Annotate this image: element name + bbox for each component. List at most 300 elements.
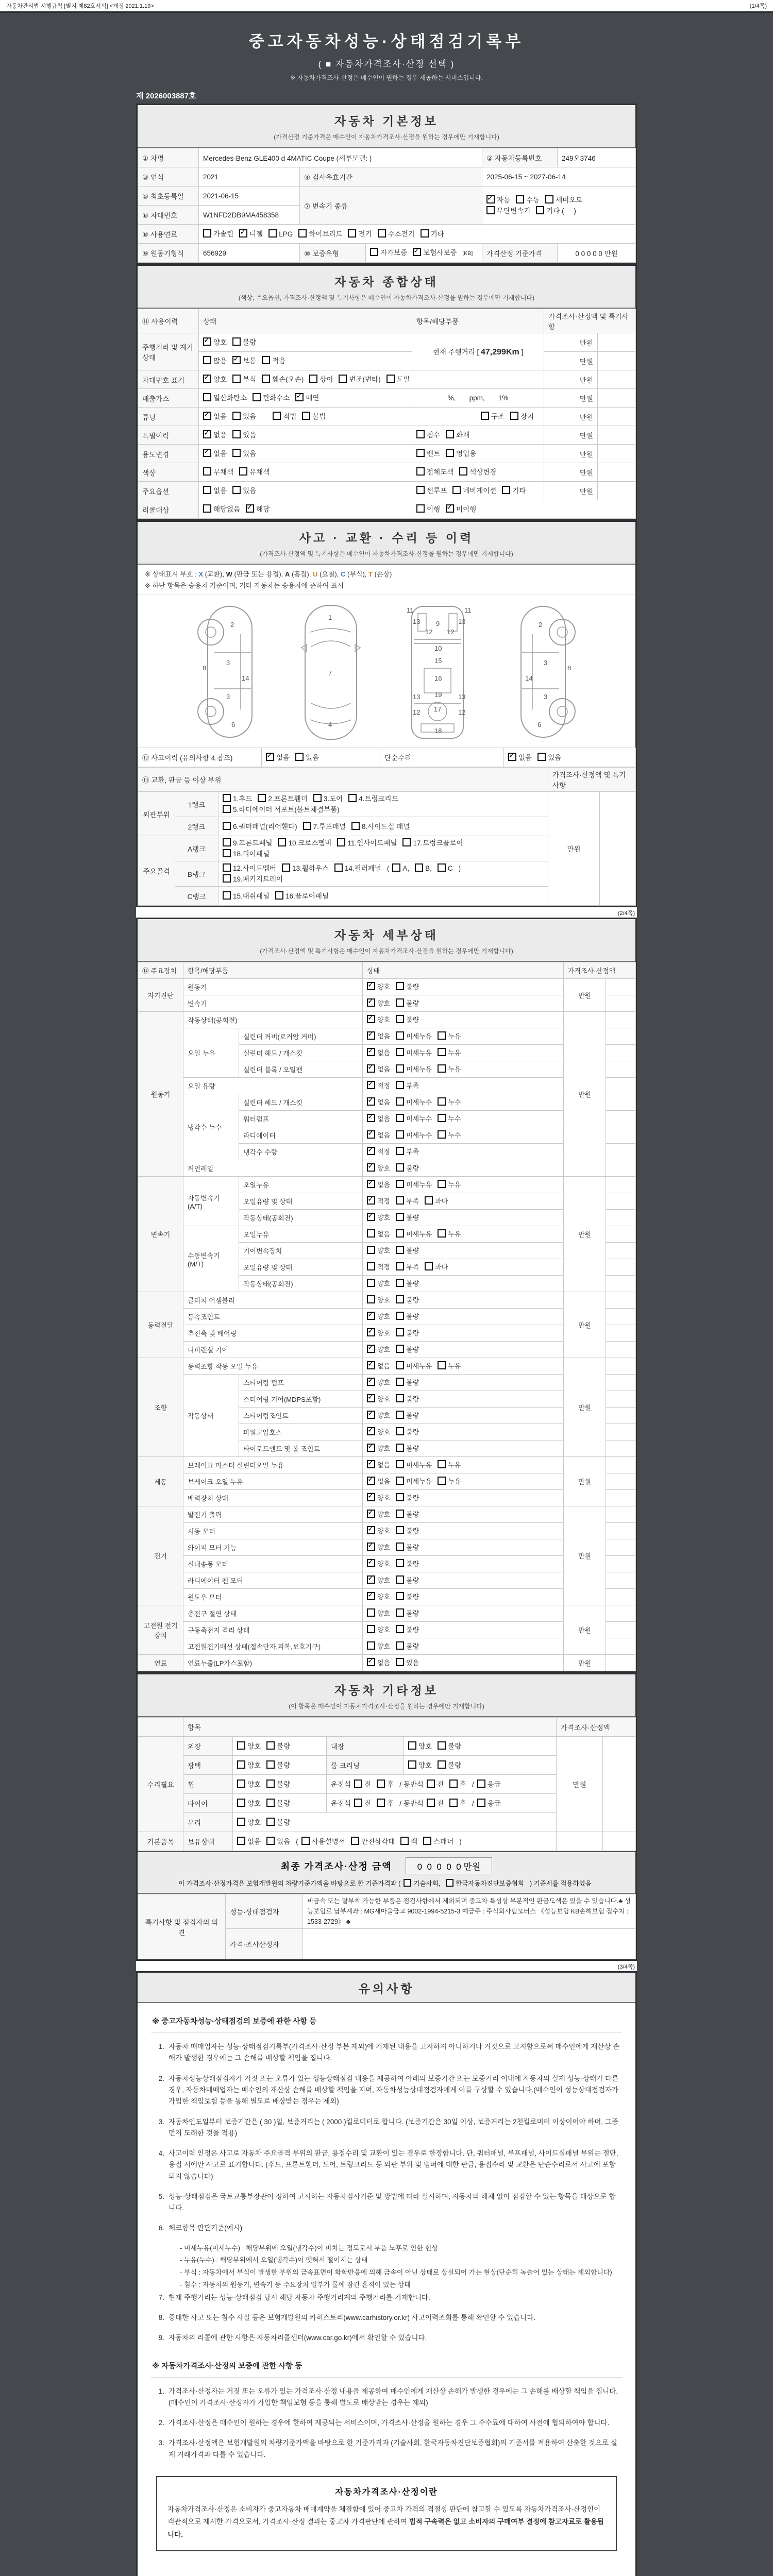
checkbox[interactable] [266, 1799, 275, 1807]
checkbox[interactable] [232, 430, 241, 438]
checkbox[interactable] [408, 1741, 416, 1750]
checkbox-item [237, 1760, 261, 1771]
checkbox[interactable] [396, 1493, 404, 1501]
checkbox-label: 양호 [377, 1164, 391, 1173]
checkbox-item [396, 1295, 419, 1306]
checkbox[interactable] [545, 195, 553, 204]
checkbox[interactable] [232, 356, 241, 364]
checkbox[interactable] [510, 412, 518, 420]
checkbox[interactable] [203, 430, 211, 438]
checkbox-cell [363, 1243, 564, 1259]
checkbox-label: 없음 [213, 450, 227, 457]
checkbox[interactable] [237, 1799, 245, 1807]
table-row [138, 1078, 636, 1094]
checkbox[interactable] [367, 1378, 375, 1386]
checkbox[interactable] [425, 1262, 433, 1270]
table-cell: 만원 [544, 426, 598, 445]
table-cell: 항목 [183, 1718, 557, 1737]
checkbox[interactable] [427, 1799, 435, 1807]
checkbox-cell [233, 1775, 327, 1794]
checkbox[interactable] [396, 1444, 404, 1452]
checkbox[interactable] [203, 412, 211, 420]
checkbox[interactable] [203, 337, 211, 346]
checkbox-item [396, 1328, 419, 1338]
table-cell: 파워고압호스 [239, 1424, 363, 1440]
checkbox[interactable] [367, 1031, 375, 1040]
checkbox[interactable] [396, 1345, 404, 1353]
checkbox[interactable] [396, 998, 404, 1007]
checkbox-label: 양호 [377, 1296, 391, 1304]
checkbox[interactable] [367, 1097, 375, 1106]
checkbox[interactable] [367, 1196, 375, 1205]
checkbox[interactable] [438, 1180, 446, 1188]
checkbox-cell [363, 1375, 564, 1391]
accident-title: 사고 · 교환 · 수리 등 이력 [299, 531, 474, 545]
checkbox[interactable] [438, 1229, 446, 1238]
checkbox[interactable] [367, 982, 375, 990]
checkbox[interactable] [378, 229, 386, 238]
checkbox[interactable] [396, 1427, 404, 1435]
checkbox[interactable] [400, 1837, 409, 1845]
checkbox[interactable] [396, 1130, 404, 1139]
table-cell [598, 333, 636, 352]
checkbox[interactable] [408, 1760, 416, 1769]
checkbox[interactable] [425, 1196, 433, 1205]
checkbox[interactable] [367, 1229, 375, 1238]
checkbox[interactable] [396, 1064, 404, 1073]
checkbox-cell [199, 370, 544, 389]
checkbox[interactable] [421, 229, 429, 238]
checkbox[interactable] [396, 1196, 404, 1205]
checkbox[interactable] [203, 486, 211, 494]
checkbox[interactable] [459, 467, 467, 476]
checkbox[interactable] [416, 504, 425, 513]
checkbox[interactable] [396, 1543, 404, 1551]
checkbox[interactable] [313, 794, 322, 802]
checkbox[interactable] [367, 1262, 375, 1270]
checkbox[interactable] [396, 1081, 404, 1089]
table-cell [606, 1012, 636, 1028]
checkbox-label: 18.리어패널 [233, 850, 270, 858]
checkbox[interactable] [367, 1312, 375, 1320]
table-row [138, 1342, 636, 1358]
checkbox-cell [219, 817, 548, 836]
checkbox[interactable] [536, 206, 544, 214]
checkbox[interactable] [302, 412, 310, 420]
checkbox[interactable] [367, 1460, 375, 1468]
checkbox[interactable] [275, 891, 283, 900]
checkbox[interactable] [449, 1780, 458, 1788]
price-definition-title: 자동차가격조사·산정이란 [335, 2487, 438, 2497]
checkbox[interactable] [396, 1608, 404, 1617]
checkbox[interactable] [404, 1879, 411, 1887]
checkbox[interactable] [537, 753, 546, 761]
checkbox-item [396, 1163, 419, 1174]
table-row [138, 1226, 636, 1243]
notices-header [138, 1973, 635, 2003]
inline-text: ) [458, 865, 461, 873]
checkbox[interactable] [309, 375, 317, 383]
checkbox[interactable] [438, 1130, 446, 1139]
table-row [138, 244, 636, 263]
checkbox[interactable] [223, 822, 231, 830]
checkbox[interactable] [446, 1879, 453, 1887]
checkbox[interactable] [367, 1625, 375, 1633]
checkbox[interactable] [396, 1559, 404, 1567]
checkbox[interactable] [367, 1575, 375, 1584]
checkbox[interactable] [232, 375, 241, 383]
checkbox[interactable] [203, 393, 211, 401]
checkbox[interactable] [396, 1625, 404, 1633]
checkbox[interactable] [396, 1229, 404, 1238]
checkbox[interactable] [367, 1477, 375, 1485]
checkbox-item [302, 411, 326, 422]
checkbox[interactable] [477, 1780, 485, 1788]
checkbox[interactable] [396, 1312, 404, 1320]
checkbox[interactable] [367, 1543, 375, 1551]
checkbox[interactable] [367, 1295, 375, 1303]
checkbox[interactable] [203, 504, 211, 513]
checkbox[interactable] [438, 1460, 446, 1468]
checkbox[interactable] [239, 467, 247, 476]
checkbox-line [367, 1526, 559, 1536]
table-cell [606, 1177, 636, 1193]
checkbox[interactable] [367, 998, 375, 1007]
checkbox[interactable] [295, 393, 304, 401]
checkbox[interactable] [223, 891, 231, 900]
checkbox[interactable] [203, 375, 211, 383]
checkbox-line [486, 195, 631, 206]
checkbox[interactable] [392, 863, 400, 872]
checkbox[interactable] [438, 1760, 446, 1769]
checkbox-line [203, 430, 408, 440]
checkbox[interactable] [367, 1526, 375, 1534]
checkbox[interactable] [481, 412, 489, 420]
checkbox[interactable] [351, 822, 360, 830]
checkbox[interactable] [367, 1246, 375, 1254]
checkbox-item [301, 1836, 345, 1847]
checkbox-label: 불량 [277, 1780, 291, 1788]
checkbox[interactable] [377, 1799, 385, 1807]
table-cell: 와이퍼 모터 기능 [183, 1539, 363, 1556]
checkbox[interactable] [339, 375, 347, 383]
checkbox[interactable] [396, 1015, 404, 1023]
checkbox[interactable] [367, 1147, 375, 1155]
checkbox[interactable] [396, 1147, 404, 1155]
checkbox[interactable] [396, 1262, 404, 1270]
checkbox-item [396, 1591, 419, 1602]
checkbox[interactable] [367, 1427, 375, 1435]
checkbox[interactable] [438, 1741, 446, 1750]
notice-item [151, 2292, 622, 2303]
checkbox[interactable] [396, 1031, 404, 1040]
other-info-table-mount [138, 1717, 635, 1851]
checkbox[interactable] [273, 412, 281, 420]
checkbox[interactable] [223, 794, 231, 802]
checkbox[interactable] [367, 1493, 375, 1501]
checkbox-line [237, 1779, 322, 1790]
checkbox[interactable] [438, 863, 446, 872]
checkbox[interactable] [367, 1608, 375, 1617]
checkbox[interactable] [266, 753, 274, 761]
table-cell: 현재 주행거리 [ 47,299Km ] [412, 333, 544, 370]
page-marker-2: (2/4쪽) [136, 907, 637, 918]
table-cell [606, 1342, 636, 1358]
checkbox[interactable] [508, 753, 516, 761]
checkbox-label: 없음 [213, 487, 227, 495]
checkbox-item [415, 863, 432, 874]
checkbox[interactable] [396, 1526, 404, 1534]
checkbox-item [367, 1624, 390, 1635]
checkbox[interactable] [367, 1081, 375, 1089]
checkbox[interactable] [486, 206, 495, 214]
checkbox[interactable] [367, 1213, 375, 1221]
checkbox[interactable] [367, 1444, 375, 1452]
accident-history-row-mount [138, 748, 635, 767]
document-title: 중고자동차성능·상태점검기록부 [248, 32, 525, 50]
checkbox-label: 있음 [277, 1837, 291, 1845]
checkbox[interactable] [396, 1246, 404, 1254]
checkbox[interactable] [396, 1114, 404, 1122]
checkbox[interactable] [446, 449, 454, 457]
checkbox[interactable] [367, 1180, 375, 1188]
checkbox-item [203, 337, 227, 348]
table-row [138, 408, 636, 426]
checkbox[interactable] [262, 356, 270, 364]
checkbox-label: 없음 [377, 1478, 391, 1486]
table-cell: ⑨ 원동기형식 [138, 244, 199, 263]
checkbox-item [367, 1526, 390, 1536]
checkbox[interactable] [502, 486, 510, 494]
checkbox-label: 있음 [243, 450, 257, 457]
checkbox[interactable] [334, 863, 343, 872]
checkbox[interactable] [282, 863, 290, 872]
checkbox[interactable] [367, 1361, 375, 1369]
checkbox[interactable] [203, 229, 211, 238]
checkbox-item [396, 1047, 432, 1058]
checkbox[interactable] [367, 1130, 375, 1139]
checkbox-label: 불량 [406, 1511, 419, 1519]
checkbox[interactable] [402, 838, 411, 846]
checkbox[interactable] [203, 449, 211, 457]
checkbox[interactable] [367, 1163, 375, 1172]
checkbox[interactable] [367, 1394, 375, 1402]
notice-item-number: 4. [158, 2149, 164, 2158]
checkbox[interactable] [396, 1328, 404, 1336]
checkbox[interactable] [396, 1097, 404, 1106]
checkbox[interactable] [449, 1799, 458, 1807]
checkbox[interactable] [396, 982, 404, 990]
checkbox[interactable] [223, 849, 231, 857]
checkbox-label: 적정 [377, 1148, 391, 1156]
checkbox-cell [412, 408, 544, 426]
checkbox[interactable] [266, 1741, 275, 1750]
checkbox[interactable] [396, 1361, 404, 1369]
checkbox[interactable] [223, 838, 231, 846]
checkbox-label: 불량 [406, 1016, 419, 1024]
checkbox[interactable] [266, 1818, 275, 1826]
checkbox[interactable] [232, 449, 241, 457]
checkbox-item [223, 793, 252, 804]
checkbox-label: 양호 [377, 1544, 391, 1552]
checkbox[interactable] [237, 1837, 245, 1845]
table-cell [606, 1243, 636, 1259]
checkbox[interactable] [396, 1411, 404, 1419]
checkbox[interactable] [367, 1559, 375, 1567]
checkbox-item [396, 1014, 419, 1025]
panel-basic-info [136, 104, 637, 264]
table-row [138, 389, 636, 408]
checkbox-item [449, 1798, 466, 1809]
checkbox[interactable] [367, 1064, 375, 1073]
checkbox[interactable] [367, 1592, 375, 1600]
checkbox[interactable] [427, 1780, 435, 1788]
checkbox[interactable] [396, 1460, 404, 1468]
table-cell: 2021 [199, 167, 300, 187]
checkbox[interactable] [351, 1837, 359, 1845]
checkbox[interactable] [438, 1048, 446, 1056]
notice-item-text: 가격조사·산정자는 거짓 또는 오류가 있는 가격조사·산정 내용을 제공하여 매수인에게 재산상 손해가 발생한 경우에는 그 손해를 배상할 책임을 집니다. (매수인이 가격조사·산정자가 가입한 책임보험 등을 통해 별도로 배상받는 경우는 제외) [169, 2387, 618, 2406]
checkbox[interactable] [415, 863, 423, 872]
checkbox[interactable] [237, 1818, 245, 1826]
checkbox[interactable] [367, 1411, 375, 1419]
table-cell [606, 1408, 636, 1424]
checkbox[interactable] [416, 430, 425, 438]
checkbox-label: 잭 [411, 1837, 418, 1845]
checkbox[interactable] [367, 1015, 375, 1023]
checkbox[interactable] [438, 1031, 446, 1040]
checkbox-cell [219, 887, 548, 906]
checkbox[interactable] [367, 1048, 375, 1056]
checkbox[interactable] [446, 430, 454, 438]
checkbox-cell [363, 1028, 564, 1045]
checkbox[interactable] [253, 393, 261, 401]
checkbox[interactable] [416, 449, 425, 457]
table-cell: 만원 [564, 1506, 606, 1605]
checkbox[interactable] [396, 1048, 404, 1056]
checkbox-cell [412, 482, 544, 500]
checkbox[interactable] [295, 753, 304, 761]
checkbox[interactable] [452, 486, 461, 494]
checkbox[interactable] [348, 229, 356, 238]
document-subtitle: ( ■ 자동차가격조사·산정 선택 ) [318, 59, 455, 69]
checkbox[interactable] [396, 1180, 404, 1188]
checkbox[interactable] [396, 1575, 404, 1584]
checkbox[interactable] [232, 412, 241, 420]
checkbox[interactable] [438, 1361, 446, 1369]
checkbox[interactable] [246, 504, 254, 513]
checkbox[interactable] [237, 1741, 245, 1750]
checkbox[interactable] [239, 229, 247, 238]
checkbox[interactable] [423, 1837, 431, 1845]
checkbox[interactable] [438, 1097, 446, 1106]
checkbox[interactable] [438, 1114, 446, 1122]
checkbox[interactable] [413, 248, 421, 256]
checkbox[interactable] [266, 1780, 275, 1788]
table-cell: 오일유량 및 상태 [239, 1193, 363, 1210]
checkbox[interactable] [354, 1799, 362, 1807]
checkbox[interactable] [367, 1279, 375, 1287]
checkbox[interactable] [396, 1295, 404, 1303]
checkbox[interactable] [268, 229, 277, 238]
checkbox[interactable] [396, 1641, 404, 1650]
checkbox[interactable] [438, 1477, 446, 1485]
checkbox[interactable] [301, 1837, 310, 1845]
checkbox[interactable] [396, 1394, 404, 1402]
table-cell [606, 1226, 636, 1243]
checkbox-cell [233, 1794, 327, 1813]
checkbox[interactable] [354, 1780, 362, 1788]
checkbox[interactable] [396, 1213, 404, 1221]
checkbox[interactable] [223, 874, 231, 883]
checkbox[interactable] [396, 1510, 404, 1518]
checkbox-item [396, 1344, 419, 1355]
checkbox[interactable] [446, 504, 454, 513]
checkbox[interactable] [237, 1780, 245, 1788]
checkbox[interactable] [266, 1760, 275, 1769]
checkbox-item [545, 195, 582, 206]
checkbox-label: 불량 [277, 1761, 291, 1769]
table-cell: 상태 [363, 962, 564, 979]
checkbox[interactable] [396, 1163, 404, 1172]
checkbox[interactable] [438, 1064, 446, 1073]
checkbox[interactable] [477, 1799, 485, 1807]
checkbox[interactable] [223, 805, 231, 813]
checkbox-label: 수동 [526, 196, 540, 204]
checkbox[interactable] [298, 229, 307, 238]
checkbox[interactable] [262, 375, 270, 383]
checkbox[interactable] [396, 1658, 404, 1666]
checkbox[interactable] [416, 486, 425, 494]
table-cell: 만원 [564, 1605, 606, 1655]
checkbox[interactable] [370, 248, 378, 256]
checkbox-label: 부족 [406, 1197, 419, 1206]
checkbox[interactable] [386, 375, 395, 383]
checkbox[interactable] [266, 1837, 275, 1845]
checkbox[interactable] [367, 1510, 375, 1518]
checkbox-label: 응급 [487, 1799, 501, 1807]
checkbox[interactable] [348, 794, 357, 802]
checkbox[interactable] [367, 1658, 375, 1666]
checkbox[interactable] [278, 838, 286, 846]
checkbox[interactable] [367, 1328, 375, 1336]
checkbox[interactable] [396, 1279, 404, 1287]
checkbox[interactable] [203, 467, 211, 476]
checkbox[interactable] [396, 1592, 404, 1600]
table-cell: 특별이력 [138, 426, 199, 445]
checkbox[interactable] [232, 486, 241, 494]
legend-code: U [312, 570, 318, 578]
checkbox[interactable] [367, 1345, 375, 1353]
checkbox[interactable] [367, 1114, 375, 1122]
checkbox[interactable] [203, 356, 211, 364]
opinion-row-performance [138, 1894, 636, 1929]
checkbox[interactable] [232, 337, 241, 346]
checkbox[interactable] [258, 794, 266, 802]
checkbox[interactable] [303, 822, 311, 830]
checkbox[interactable] [416, 467, 425, 476]
checkbox[interactable] [396, 1477, 404, 1485]
checkbox[interactable] [396, 1378, 404, 1386]
checkbox[interactable] [223, 863, 231, 872]
checkbox[interactable] [367, 1641, 375, 1650]
checkbox[interactable] [337, 838, 345, 846]
checkbox[interactable] [486, 195, 495, 204]
checkbox[interactable] [377, 1780, 385, 1788]
notices-body [138, 2003, 635, 2576]
checkbox[interactable] [237, 1760, 245, 1769]
checkbox[interactable] [516, 195, 524, 204]
